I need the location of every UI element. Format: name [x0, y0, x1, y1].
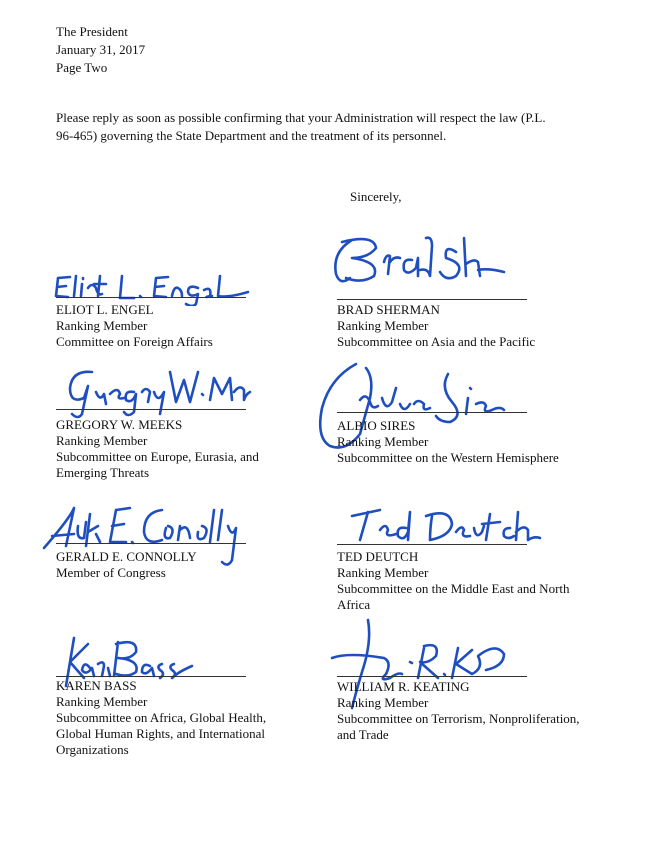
- engel-title: Ranking Member: [56, 318, 148, 333]
- date-line: January 31, 2017: [56, 42, 146, 57]
- sherman-signature: [328, 232, 518, 292]
- closing-salutation: Sincerely,: [350, 189, 402, 204]
- meeks-name: GREGORY W. MEEKS: [56, 417, 183, 432]
- deutch-signature: [346, 502, 546, 548]
- page-line: Page Two: [56, 60, 108, 75]
- connolly-name: GERALD E. CONNOLLY: [56, 549, 197, 564]
- engel-name: ELIOT L. ENGEL: [56, 302, 154, 317]
- meeks-title: Ranking Member: [56, 433, 148, 448]
- engel-role-line-1: Committee on Foreign Affairs: [56, 334, 213, 349]
- bass-role-line-3: Organizations: [56, 742, 129, 757]
- body-paragraph-line-1: Please reply as soon as possible confirming that your Administration will respect the law (P.L.: [56, 110, 546, 125]
- keating-signature-line: [337, 676, 527, 677]
- bass-signature-line: [56, 676, 246, 677]
- meeks-signature-line: [56, 409, 246, 410]
- meeks-role-line-2: Emerging Threats: [56, 465, 150, 480]
- connolly-title: Member of Congress: [56, 565, 166, 580]
- deutch-signature-line: [337, 544, 527, 545]
- deutch-role-line-1: Subcommittee on the Middle East and North: [337, 581, 570, 596]
- keating-role-line-1: Subcommittee on Terrorism, Nonproliferation,: [337, 711, 580, 726]
- recipient-line: The President: [56, 24, 128, 39]
- sherman-signature-line: [337, 299, 527, 300]
- sires-signature-line: [337, 412, 527, 413]
- deutch-title: Ranking Member: [337, 565, 429, 580]
- deutch-name: TED DEUTCH: [337, 549, 419, 564]
- deutch-role-line-2: Africa: [337, 597, 371, 612]
- keating-role-line-2: and Trade: [337, 727, 389, 742]
- connolly-signature-line: [56, 543, 246, 544]
- engel-signature-line: [56, 297, 246, 298]
- bass-role-line-1: Subcommittee on Africa, Global Health,: [56, 710, 267, 725]
- bass-name: KAREN BASS: [56, 678, 137, 693]
- bass-title: Ranking Member: [56, 694, 148, 709]
- sires-name: ALBIO SIRES: [337, 418, 416, 433]
- meeks-role-line-1: Subcommittee on Europe, Eurasia, and: [56, 449, 259, 464]
- sherman-name: BRAD SHERMAN: [337, 302, 440, 317]
- keating-title: Ranking Member: [337, 695, 429, 710]
- sherman-title: Ranking Member: [337, 318, 429, 333]
- sires-role-line-1: Subcommittee on the Western Hemisphere: [337, 450, 559, 465]
- meeks-signature: [62, 364, 252, 420]
- keating-name: WILLIAM R. KEATING: [337, 679, 470, 694]
- sherman-role-line-1: Subcommittee on Asia and the Pacific: [337, 334, 536, 349]
- body-paragraph-line-2: 96-465) governing the State Department and the treatment of its personnel.: [56, 128, 447, 143]
- sires-title: Ranking Member: [337, 434, 429, 449]
- bass-role-line-2: Global Human Rights, and International: [56, 726, 266, 741]
- engel-signature: [52, 270, 252, 306]
